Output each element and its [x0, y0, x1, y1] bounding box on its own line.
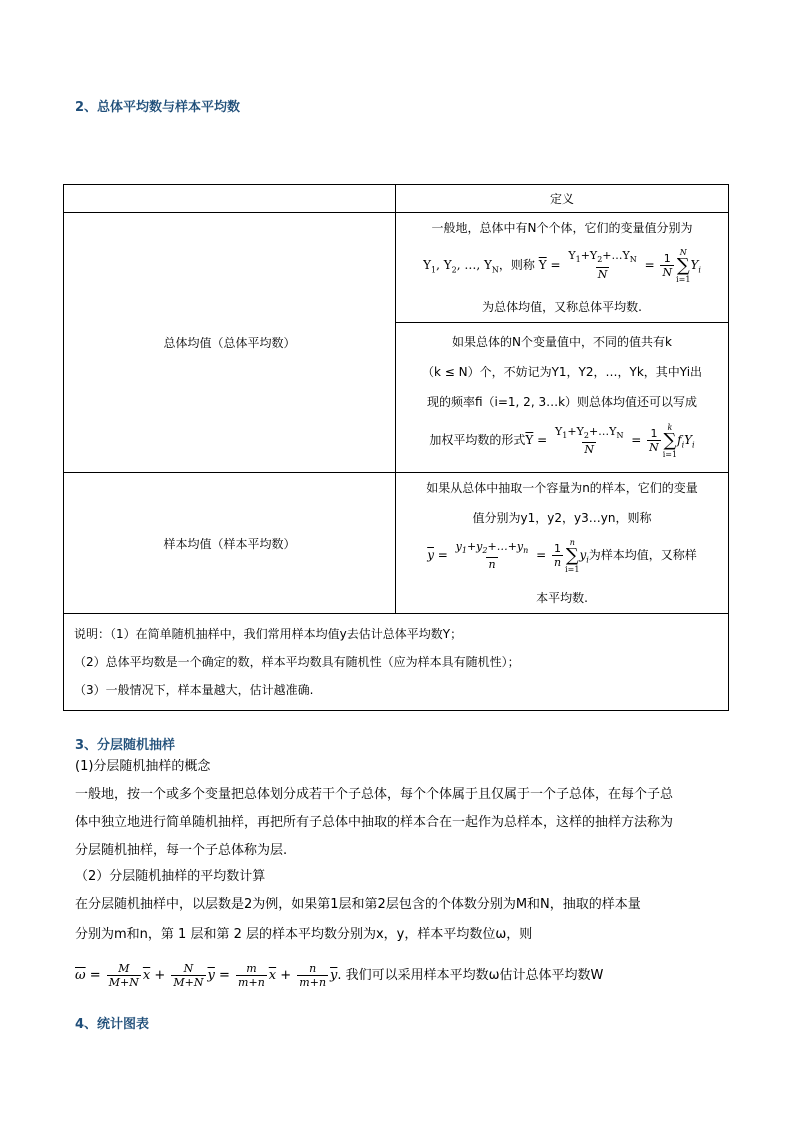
weighted-mean-definition [396, 323, 729, 473]
section-3-para-line1: 一般地，按一个或多个变量把总体划分成若干个子总体，每个个体属于且仅属于一个子总体，在每个子总 [75, 787, 674, 802]
stratified-estimate-text: 我们可以采用样本平均数ω估计总体平均数W [345, 968, 604, 983]
definition-table [63, 184, 729, 711]
pop-def-line2: $Y_1$, $Y_2$, …, $Y_N$，则称 $\overline{Y}$ = $\frac{Y_1+Y_2+\dots Y_N}{N}$ = $\frac{1}{N}$ N ∑ i=1 $Y_i$ [423, 247, 701, 284]
sample-mean-definition [396, 473, 729, 613]
section-3-para-line3: 分层随机抽样，每一个子总体称为层. [75, 843, 288, 858]
table-notes [64, 613, 729, 710]
pop-def-line1: 一般地，总体中有N个个体，它们的变量值分别为 [431, 221, 693, 235]
section-3-para-line2: 体中独立地进行简单随机抽样，再把所有子总体中抽取的样本合在一起作为总样本，这样的抽样方法称为 [75, 815, 674, 830]
sample-def-line3: $\overline{y}$ = $\frac{y_1+y_2+\dots+y_n}{n}$ = $\frac{1}{n}$ n ∑ i=1 $y_i$为样本均值，又称样 [427, 537, 697, 574]
weighted-def-line3: 现的频率fi（i=1, 2, 3…k）则总体均值还可以写成 [426, 395, 698, 410]
sample-def-line4: 本平均数. [536, 590, 588, 605]
note-2: （2）总体平均数是一个确定的数，样本平均数具有随机性（应为样本具有随机性）； [74, 654, 520, 669]
section-3-heading: 3、分层随机抽样 [75, 738, 176, 753]
note-3: （3）一般情况下，样本量越大，估计越准确. [74, 682, 314, 697]
table-header-definition: 定义 [396, 185, 729, 213]
note-1: 说明：（1）在简单随机抽样中，我们常用样本均值y去估计总体平均数Y； [74, 626, 463, 641]
population-mean-definition [396, 213, 729, 323]
table-header-empty [64, 185, 396, 213]
section-4-heading: 4、统计图表 [75, 1017, 150, 1032]
weighted-def-line2: （k ≤ N）个，不妨记为Y1，Y2，…，Yk，其中Yi出 [421, 365, 703, 380]
section-3-para-line4: 在分层随机抽样中，以层数是2为例，如果第1层和第2层包含的个体数分别为M和N，抽取的样本量 [75, 897, 641, 912]
pop-def-line3: 为总体均值，又称总体平均数. [482, 300, 642, 315]
weighted-def-line4: 加权平均数的形式$\overline{Y}$ = $\frac{Y_1+Y_2+\dots Y_N}{N}$ = $\frac{1}{N}$ k ∑ i=1 $f_iY_i$ [429, 422, 695, 459]
sample-def-line2: 值分别为y1，y2，y3…yn，则称 [472, 511, 652, 526]
section-3-para-line5: 分别为m和n，第 1 层和第 2 层的样本平均数分别为x，y，样本平均数位ω，则 [75, 927, 533, 942]
section-3-subheading-2: （2）分层随机抽样的平均数计算 [75, 869, 266, 884]
stratified-mean-formula: $\overline{\omega}$ = $\frac{M}{M+N}$ $\overline{x}$ + $\frac{N}{M+N}$ $\overline{y}$ = $\frac{m}{m+n}$ $\overline{x}$ + $\frac{n}{m+n}$ $\overline{y}$. 我们可以采用样本平均数ω估计总体平均数W [75, 961, 604, 989]
section-2-heading: 2、总体平均数与样本平均数 [75, 100, 241, 115]
sample-mean-label: 样本均值（样本平均数） [64, 473, 396, 613]
weighted-def-line1: 如果总体的N个变量值中，不同的值共有k [452, 335, 672, 350]
section-3-subheading-1: (1)分层随机抽样的概念 [75, 759, 211, 774]
population-mean-label: 总体均值（总体平均数） [64, 213, 396, 473]
sample-def-line1: 如果从总体中抽取一个容量为n的样本，它们的变量 [426, 481, 698, 496]
